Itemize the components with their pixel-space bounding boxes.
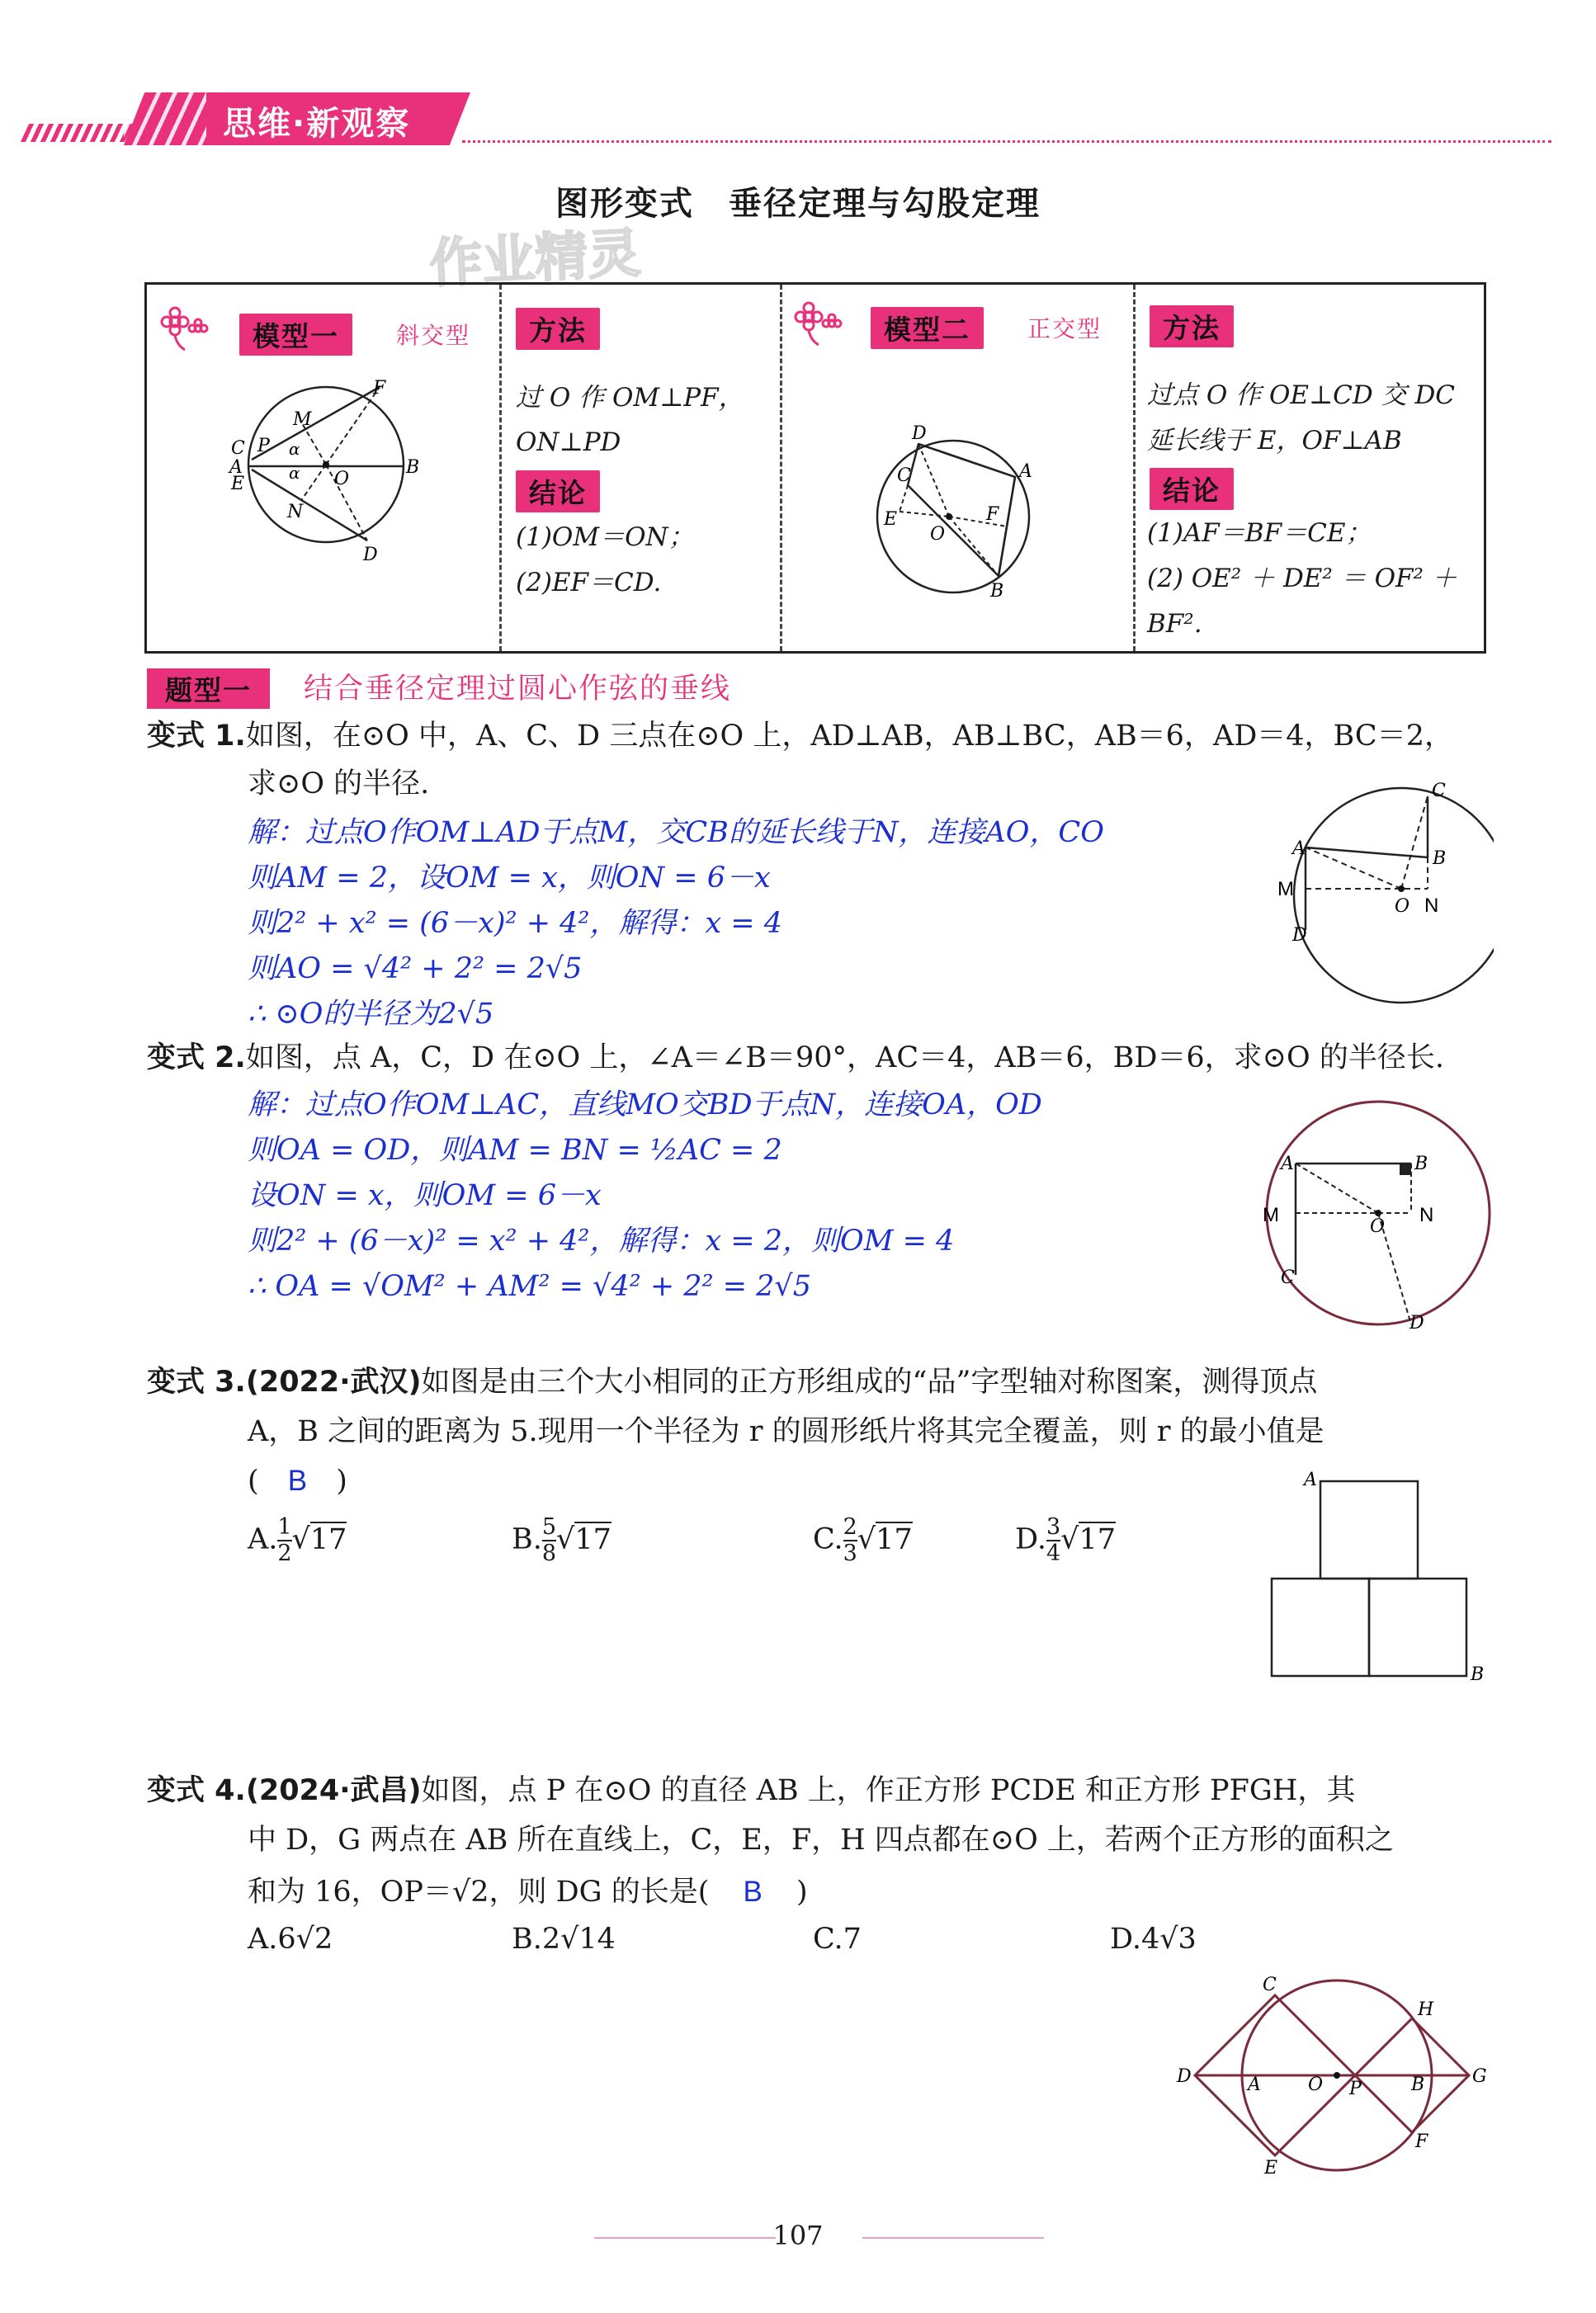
label-B: B bbox=[1433, 848, 1447, 869]
header-section-title: 思维·新观察 bbox=[223, 105, 411, 143]
label-E: E bbox=[231, 474, 245, 494]
model2-method-tag: 方法 bbox=[1150, 305, 1234, 347]
model1-method-tag: 方法 bbox=[516, 308, 600, 350]
problem4-text-line3: 和为 16，OP＝√2，则 DG 的长是( B ) bbox=[248, 1876, 808, 1909]
problem2-solution-line3: 设ON = x，则OM = 6－x bbox=[248, 1179, 602, 1212]
label-D: D bbox=[363, 545, 378, 565]
model1-tag: 模型一 bbox=[239, 314, 352, 356]
problem3-answer-line bbox=[248, 1456, 347, 1506]
problem1-solution-line4: 则AO = √4² + 2² = 2√5 bbox=[248, 952, 583, 985]
label-B: B bbox=[1471, 1664, 1485, 1683]
problem4-label: 变式 4. bbox=[147, 1774, 246, 1807]
problem1-solution-line3: 则2² + x² = (6－x)² + 4²，解得：x = 4 bbox=[248, 907, 783, 940]
model-divider-1 bbox=[499, 285, 502, 651]
problem1-statement bbox=[147, 711, 1453, 761]
flower-icon bbox=[791, 299, 848, 348]
label-F: F bbox=[373, 378, 386, 399]
model1-subtag: 斜交型 bbox=[396, 322, 471, 349]
label-alpha-1: α bbox=[289, 439, 300, 459]
header-stripes bbox=[124, 92, 206, 145]
model2-subtag: 正交型 bbox=[1027, 315, 1103, 342]
model1-conclusion-line1: (1)OM＝ON； bbox=[516, 522, 694, 552]
label-F: F bbox=[1415, 2131, 1428, 2152]
problem2-solution-line1: 解：过点O作OM⊥AC，直线MO交BD于点N，连接OA，OD bbox=[248, 1088, 1042, 1121]
problem4-option-b[interactable]: B.2√14 bbox=[512, 1923, 616, 1956]
label-O: O bbox=[1308, 2075, 1324, 2095]
label-B: B bbox=[406, 457, 420, 478]
problem4-text-line2: 中 D，G 两点在 AB 所在直线上，C，E，F，H 四点都在⊙O 上，若两个正方形的面积之 bbox=[248, 1824, 1394, 1857]
problem1-label: 变式 1. bbox=[147, 720, 246, 753]
problem2-figure bbox=[1246, 1093, 1494, 1333]
model2-conclusion-line2: (2) OE² ＋ DE² ＝ OF² ＋ bbox=[1147, 564, 1457, 593]
model2-method-line2: 延长线于 E，OF⊥AB bbox=[1147, 426, 1402, 456]
model2-tag: 模型二 bbox=[871, 307, 984, 349]
problem4-text: 如图，点 P 在⊙O 的直径 AB 上，作正方形 PCDE 和正方形 PFGH，其 bbox=[421, 1774, 1356, 1807]
label-F: F bbox=[986, 504, 999, 525]
problem1-figure bbox=[1263, 772, 1494, 1011]
label-A: A bbox=[229, 457, 243, 478]
model1-conclusion-line2: (2)EF＝CD. bbox=[516, 568, 662, 597]
label-B: B bbox=[1411, 2075, 1425, 2095]
model2-figure bbox=[862, 419, 1069, 609]
problem3-figure bbox=[1254, 1469, 1502, 1683]
watermark: 作业精灵 bbox=[427, 223, 643, 295]
problem2-solution-line4: 则2² + (6－x)² = x² + 4²，解得：x = 2，则OM = 4 bbox=[248, 1225, 955, 1258]
label-P: P bbox=[257, 436, 270, 456]
problem2-text: 如图，点 A，C，D 在⊙O 上，∠A＝∠B＝90°，AC＝4，AB＝6，BD＝6，求⊙O 的半径长. bbox=[245, 1041, 1444, 1074]
label-D: D bbox=[912, 423, 927, 444]
problem3-source: (2022·武汉) bbox=[245, 1366, 422, 1399]
model2-method-line1: 过点 O 作 OE⊥CD 交 DC bbox=[1147, 380, 1456, 410]
problem4-option-d[interactable]: D.4√3 bbox=[1110, 1923, 1197, 1956]
problem1-text: 如图，在⊙O 中，A、C、D 三点在⊙O 上，AD⊥AB，AB⊥BC，AB＝6，AD＝4，BC＝2， bbox=[245, 720, 1453, 753]
label-A: A bbox=[1304, 1470, 1317, 1490]
header-divider bbox=[462, 140, 1551, 143]
problem1-text-line2: 求⊙O 的半径. bbox=[248, 767, 430, 800]
problem3-option-b[interactable]: B. $\frac{5}{8}$ √17 bbox=[512, 1514, 611, 1566]
label-N: N bbox=[1419, 1204, 1434, 1226]
label-D: D bbox=[1177, 2066, 1192, 2087]
page-title: 图形变式 垂径定理与勾股定理 bbox=[555, 185, 1041, 223]
model1-method-line2: ON⊥PD bbox=[516, 427, 621, 457]
label-B: B bbox=[990, 581, 1004, 602]
label-G: G bbox=[1472, 2066, 1487, 2087]
label-B: B bbox=[1414, 1154, 1428, 1174]
label-P: P bbox=[1349, 2079, 1362, 2099]
section-tag: 题型一 bbox=[147, 668, 270, 709]
label-A: A bbox=[1281, 1154, 1294, 1174]
label-C: C bbox=[897, 465, 911, 486]
model1-conclusion-tag: 结论 bbox=[516, 470, 600, 512]
problem2-label: 变式 2. bbox=[147, 1041, 246, 1074]
label-O: O bbox=[334, 469, 350, 489]
problem1-solution-line2: 则AM = 2，设OM = x，则ON = 6－x bbox=[248, 861, 771, 895]
label-N: N bbox=[1424, 895, 1439, 917]
model2-conclusion-line3: BF². bbox=[1147, 609, 1202, 639]
model2-conclusion-line1: (1)AF＝BF＝CE； bbox=[1147, 518, 1372, 548]
problem3-option-a[interactable]: A. $\frac{1}{2}$ √17 bbox=[248, 1514, 347, 1566]
problem4-option-a[interactable]: A.6√2 bbox=[248, 1923, 333, 1956]
problem3-option-d[interactable]: D. $\frac{3}{4}$ √17 bbox=[1015, 1514, 1116, 1566]
label-C: C bbox=[231, 438, 245, 459]
label-H: H bbox=[1418, 1999, 1434, 2020]
label-A: A bbox=[1248, 2075, 1261, 2095]
label-C: C bbox=[1263, 1975, 1277, 1995]
model2-conclusion-tag: 结论 bbox=[1150, 468, 1234, 510]
model-divider-2 bbox=[780, 285, 782, 651]
problem3-paren-open: ( bbox=[248, 1465, 259, 1498]
problem4-answer: B bbox=[743, 1876, 763, 1908]
label-C: C bbox=[1281, 1267, 1295, 1288]
problem3-paren-close: ) bbox=[336, 1465, 347, 1498]
problem3-text-line2: A，B 之间的距离为 5.现用一个半径为 r 的圆形纸片将其完全覆盖，则 r 的最小值是 bbox=[248, 1415, 1324, 1448]
problem3-label: 变式 3. bbox=[147, 1366, 246, 1399]
label-C: C bbox=[1432, 781, 1446, 801]
problem2-statement bbox=[147, 1033, 1444, 1083]
model-divider-3 bbox=[1133, 285, 1136, 651]
problem2-solution-line2: 则OA = OD，则AM = BN = ½AC = 2 bbox=[248, 1134, 782, 1167]
problem1-solution-line5: ∴ ⊙O的半径为2√5 bbox=[248, 998, 494, 1031]
label-O: O bbox=[930, 524, 946, 545]
problem2-solution-line5: ∴ OA = √OM² + AM² = √4² + 2² = 2√5 bbox=[248, 1270, 811, 1303]
model1-figure bbox=[223, 375, 429, 565]
model1-method-line1: 过 O 作 OM⊥PF， bbox=[516, 383, 744, 413]
flower-icon bbox=[157, 304, 215, 353]
problem3-statement bbox=[147, 1357, 1317, 1407]
problem4-option-c[interactable]: C.7 bbox=[813, 1923, 862, 1956]
label-alpha-2: α bbox=[289, 463, 300, 483]
label-E: E bbox=[884, 509, 898, 530]
label-M: M bbox=[293, 409, 312, 430]
problem4-source: (2024·武昌) bbox=[245, 1774, 422, 1807]
page-number: 107 bbox=[772, 2220, 824, 2251]
problem3-option-c[interactable]: C. $\frac{2}{3}$ √17 bbox=[813, 1514, 913, 1566]
label-D: D bbox=[1292, 925, 1307, 946]
label-E: E bbox=[1264, 2158, 1278, 2178]
label-A: A bbox=[1019, 461, 1032, 482]
problem4-statement bbox=[147, 1766, 1355, 1815]
label-O: O bbox=[1370, 1216, 1386, 1237]
problem3-answer: B bbox=[287, 1465, 308, 1497]
problem1-solution-line1: 解：过点O作OM⊥AD于点M，交CB的延长线于N，连接AO，CO bbox=[248, 816, 1104, 849]
label-M: M bbox=[1263, 1204, 1279, 1226]
section-title: 结合垂径定理过圆心作弦的垂线 bbox=[304, 673, 732, 706]
label-D: D bbox=[1409, 1313, 1424, 1333]
problem3-text: 如图是由三个大小相同的正方形组成的“品”字型轴对称图案，测得顶点 bbox=[421, 1366, 1318, 1399]
problem4-figure bbox=[1172, 1972, 1494, 2178]
label-O: O bbox=[1395, 896, 1410, 917]
label-N: N bbox=[287, 502, 304, 522]
label-M: M bbox=[1277, 878, 1294, 900]
label-A: A bbox=[1292, 838, 1306, 859]
